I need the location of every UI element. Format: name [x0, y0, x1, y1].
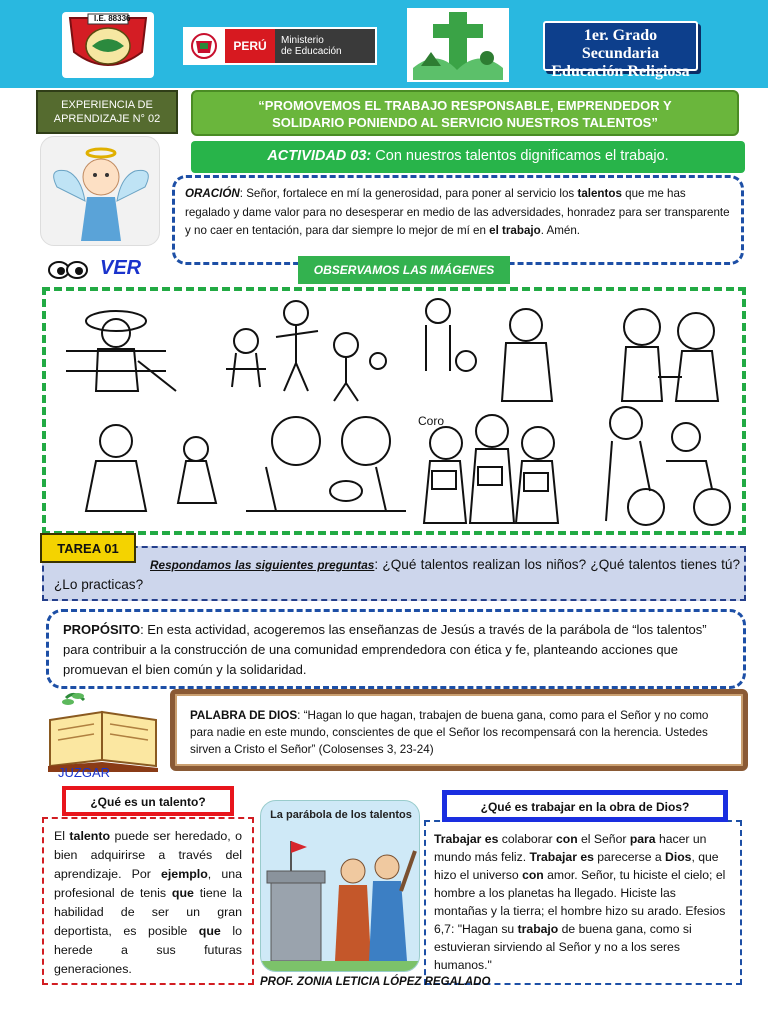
- purpose-text: : En esta actividad, acogeremos las enseñanzas de Jesús a través de la parábola de “los talentos” para contribuir a la construcción de una comunidad emprendedora con ética y fe, planteando acciones que promuevan el bien común y la solidaridad.: [63, 622, 707, 677]
- experience-line2: APRENDIZAJE N° 02: [53, 113, 161, 125]
- parable-title: La parábola de los talentos: [270, 809, 412, 821]
- prayer-box: [172, 175, 744, 265]
- work-bold-3: para: [629, 832, 656, 846]
- work-bold-6: con: [522, 868, 544, 882]
- title-line1: “PROMOVEMOS EL TRABAJO RESPONSABLE, EMPRENDEDOR Y: [258, 98, 672, 113]
- grade-badge: [543, 21, 698, 80]
- work-text-6: amor. Señor, tu hiciste el cielo; el hombre a los planetas ha llegado. Hiciste las montañas y la tierra; el hombre hizo su arado. Efesios 6,7: "Hagan su: [434, 868, 726, 936]
- talent-text-3: , una profesional de tenis: [54, 867, 242, 900]
- talent-text-2: puede ser heredado, o bien adquirirse a través del aprendizaje. Por: [54, 829, 242, 881]
- peru-label: PERÚ: [225, 29, 275, 63]
- ver-label: VER: [100, 257, 142, 279]
- work-bold-1: Trabajar es: [434, 832, 499, 846]
- talent-bold-4: que: [198, 924, 221, 938]
- bible-book-image: [44, 690, 162, 772]
- talent-bold-2: ejemplo: [160, 867, 208, 881]
- children-talents-illustrations: [46, 291, 742, 531]
- scripture-text: [190, 707, 734, 758]
- ministry-logo: [183, 27, 377, 65]
- work-text-1: colaborar: [498, 832, 556, 846]
- praying-angel-image: [40, 136, 160, 246]
- praying-child-icon: [86, 425, 216, 511]
- scripture-quote: : “Hagan lo que hagan, trabajen de buena gana, como para el Señor y no como para nadie en este mundo, conscientes de que el Señor los recompensará con la herencia. Ustedes sirven a Cristo el Señor” (Colosenses 3, 23-24): [190, 709, 709, 756]
- parable-illustration: [260, 800, 420, 972]
- page-title: [191, 90, 739, 136]
- work-bold-4: Trabajar es: [529, 850, 594, 864]
- task-questions: : ¿Qué talentos realizan los niños? ¿Qué talentos tienes tú? ¿Lo practicas?: [54, 557, 741, 592]
- ministry-line1: Ministerio: [281, 35, 324, 46]
- ministry-line2: de Educación: [281, 46, 342, 57]
- church-emblem-icon: [407, 8, 509, 82]
- ministry-name: [275, 29, 375, 63]
- work-bold-5: Dios: [665, 850, 692, 864]
- author-footer: PROF. ZONIA LETICIA LÓPEZ REGALADO: [260, 976, 491, 988]
- observe-banner: OBSERVAMOS LAS IMÁGENES: [298, 256, 510, 284]
- talent-question: ¿Qué es un talento?: [62, 786, 234, 816]
- prayer-bold-2: el trabajo: [489, 224, 541, 237]
- prayer-text-3: . Amén.: [540, 224, 581, 237]
- open-book-icon: [44, 690, 162, 772]
- activity-text: Con nuestros talentos dignificamos el trabajo.: [375, 148, 669, 164]
- parish-logo: [407, 8, 509, 82]
- coloring-images-frame: [42, 287, 746, 535]
- choir-icon: [424, 415, 558, 523]
- talent-text-1: El: [54, 829, 70, 843]
- work-text-5: , que hizo el universo: [434, 850, 719, 882]
- work-text-2: el Señor: [577, 832, 630, 846]
- experience-label: [36, 90, 178, 134]
- painter-singer-icon: [426, 299, 552, 401]
- work-question: ¿Qué es trabajar en la obra de Dios?: [442, 790, 728, 822]
- activity-label: ACTIVIDAD 03:: [267, 148, 372, 164]
- choir-label: Coro: [418, 414, 445, 428]
- task-text: [54, 555, 740, 595]
- work-definition-box: [424, 820, 742, 985]
- scripture-label: PALABRA DE DIOS: [190, 709, 298, 722]
- friends-with-dog-icon: [246, 417, 406, 511]
- eyes-icon: [48, 260, 88, 280]
- talent-bold-1: talento: [69, 829, 111, 843]
- purpose-box: [46, 609, 746, 689]
- talent-text-4: tiene la habilidad de ser un gran deportista, es posible: [54, 886, 242, 938]
- work-bold-2: con: [555, 832, 578, 846]
- prayer-text-1: : Señor, fortalece en mí la generosidad, para poner al servicio los: [239, 187, 578, 200]
- prayer-bold-1: talentos: [577, 187, 622, 200]
- angel-icon: [41, 137, 161, 247]
- work-text-3: hacer un mundo más feliz.: [434, 832, 707, 864]
- work-text-4: parecerse a: [593, 850, 666, 864]
- talent-definition-box: [42, 817, 254, 985]
- talent-bold-3: que: [171, 886, 194, 900]
- grade-label: 1er. Grado Secundaria: [581, 27, 660, 62]
- task-label: TAREA 01: [40, 533, 136, 563]
- experience-line1: EXPERIENCIA DE: [61, 99, 153, 111]
- talent-text-5: lo herede a sus futuras generaciones.: [54, 924, 242, 976]
- parable-scene-icon: [261, 801, 420, 972]
- school-logo-text: I.E. 88336: [94, 14, 131, 23]
- peru-coat-of-arms-icon: [186, 31, 222, 61]
- prayer-text-2: que me has regalado y dame valor para no desesperar en medio de las adversidades, honradez para ser transparente y no caer en tentación, para dar siempre lo mejor de mí en: [185, 187, 730, 237]
- farmer-boy-icon: [66, 311, 176, 391]
- juzgar-label: JUZGAR: [58, 765, 110, 780]
- helping-wheelchair-icon: [606, 407, 730, 525]
- task-lead: Respondamos las siguientes preguntas: [150, 558, 375, 572]
- prayer-label: ORACIÓN: [185, 187, 240, 200]
- school-logo: [62, 12, 154, 78]
- work-bold-7: trabajo: [517, 922, 559, 936]
- ver-section-header: [44, 256, 154, 284]
- title-line2: SOLIDARIO PONIENDO AL SERVICIO NUESTROS TALENTOS”: [272, 115, 658, 130]
- activity-banner: [191, 141, 745, 173]
- kids-playing-icon: [226, 301, 386, 401]
- purpose-label: PROPÓSITO: [63, 622, 141, 637]
- course-label: Educación Religiosa: [551, 63, 690, 80]
- work-text-7: de buena gana, como si estuvieran sirviendo al Señor y no a los seres humanos.": [434, 922, 692, 972]
- handshake-icon: [622, 309, 718, 401]
